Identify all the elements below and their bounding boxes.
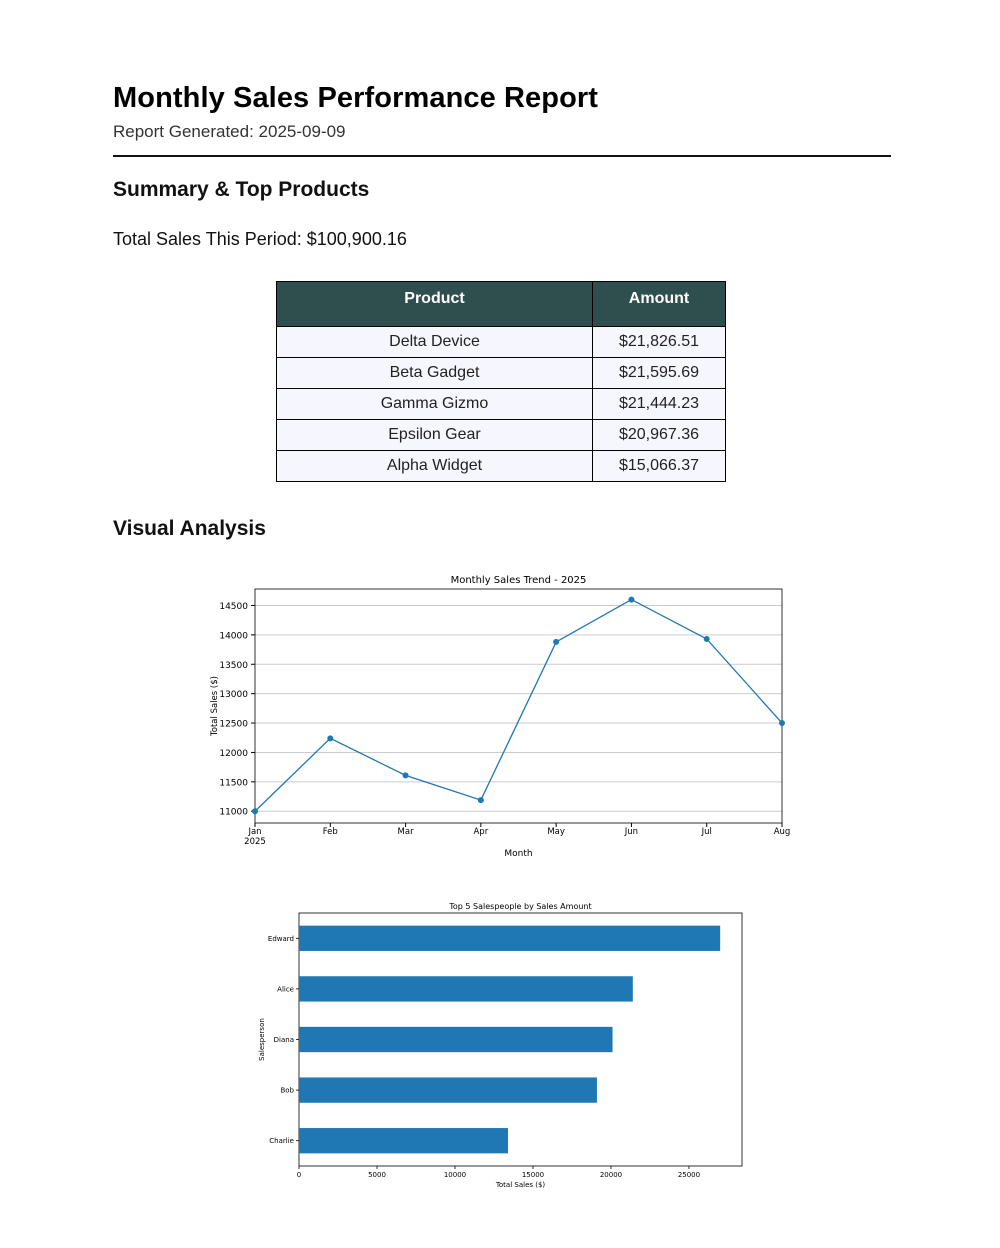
product-cell: Delta Device xyxy=(277,327,593,358)
line-chart-xlabel: Month xyxy=(504,849,533,859)
bar-chart-xtick-label: 0 xyxy=(296,1171,302,1179)
line-chart-title: Monthly Sales Trend - 2025 xyxy=(450,575,587,586)
line-chart-ytick-label: 12000 xyxy=(219,748,248,759)
line-chart-point xyxy=(252,808,258,814)
bar-chart-title: Top 5 Salespeople by Sales Amount xyxy=(449,902,592,911)
line-chart-ytick-label: 14500 xyxy=(219,601,248,612)
product-cell: Alpha Widget xyxy=(277,451,593,482)
line-chart-xtick-label: May xyxy=(547,827,565,837)
line-chart-xtick-label: Mar xyxy=(397,827,414,837)
report-generated-date: Report Generated: 2025-09-09 xyxy=(113,122,346,141)
line-chart-point xyxy=(478,797,484,803)
amount-cell: $21,595.69 xyxy=(593,358,726,389)
line-chart-ytick-label: 13500 xyxy=(219,660,248,671)
line-chart-ytick-label: 14000 xyxy=(219,631,248,642)
line-chart-ytick-label: 11500 xyxy=(219,778,248,789)
line-chart-point xyxy=(704,636,710,642)
visual-analysis-heading: Visual Analysis xyxy=(113,517,266,540)
amount-cell: $21,826.51 xyxy=(593,327,726,358)
bar-chart-category-label: Edward xyxy=(267,934,294,943)
bar-chart-ylabel: Salesperson xyxy=(258,1018,266,1061)
column-header-amount: Amount xyxy=(593,282,726,327)
line-chart-xtick-label: Feb xyxy=(322,827,338,837)
amount-cell: $21,444.23 xyxy=(593,389,726,420)
line-chart-xtick-label: Apr xyxy=(473,827,489,837)
bar-chart-bar xyxy=(299,976,633,1001)
line-chart-ytick-label: 11000 xyxy=(219,807,248,818)
bar-chart-bar xyxy=(299,1128,508,1153)
bar-chart-category-label: Diana xyxy=(273,1036,294,1044)
line-chart-point xyxy=(779,720,785,726)
bar-chart-xtick-label: 15000 xyxy=(521,1171,545,1179)
amount-cell: $20,967.36 xyxy=(593,420,726,451)
bar-chart-category-label: Charlie xyxy=(269,1137,294,1146)
line-chart-xtick-label: Jun xyxy=(624,827,639,837)
bar-chart-xtick-label: 10000 xyxy=(443,1171,467,1179)
bar-chart-xtick-label: 25000 xyxy=(677,1171,701,1179)
product-cell: Beta Gadget xyxy=(277,358,593,389)
bar-chart-bar xyxy=(299,1027,613,1052)
line-chart-point xyxy=(628,597,634,603)
line-chart-xtick-label: Aug xyxy=(773,827,791,837)
report-title: Monthly Sales Performance Report xyxy=(113,82,599,114)
line-chart-year-label: 2025 xyxy=(244,837,266,847)
line-chart-point xyxy=(403,772,409,778)
amount-cell: $15,066.37 xyxy=(593,451,726,482)
bar-chart-xlabel: Total Sales ($) xyxy=(495,1181,546,1189)
bar-chart-bar xyxy=(299,1077,597,1102)
summary-heading: Summary & Top Products xyxy=(113,178,370,201)
line-chart-ylabel: Total Sales ($) xyxy=(210,676,220,736)
line-chart-ytick-label: 12500 xyxy=(219,719,248,730)
bar-chart-category-label: Alice xyxy=(277,985,294,994)
line-chart-series-line xyxy=(255,600,782,812)
bar-chart-bar xyxy=(299,926,720,951)
line-chart-xtick-label: Jul xyxy=(701,827,712,837)
bar-chart-category-label: Bob xyxy=(280,1086,294,1095)
line-chart-xtick-label: Jan xyxy=(248,827,262,837)
total-sales-text: Total Sales This Period: $100,900.16 xyxy=(113,229,407,249)
product-cell: Gamma Gizmo xyxy=(277,389,593,420)
bar-chart-xtick-label: 5000 xyxy=(368,1171,386,1179)
product-cell: Epsilon Gear xyxy=(277,420,593,451)
line-chart-frame xyxy=(255,589,782,823)
bar-chart-xtick-label: 20000 xyxy=(599,1171,623,1179)
line-chart-point xyxy=(327,735,333,741)
line-chart-ytick-label: 13000 xyxy=(219,690,248,701)
column-header-product: Product xyxy=(277,282,593,327)
line-chart-point xyxy=(553,639,559,645)
